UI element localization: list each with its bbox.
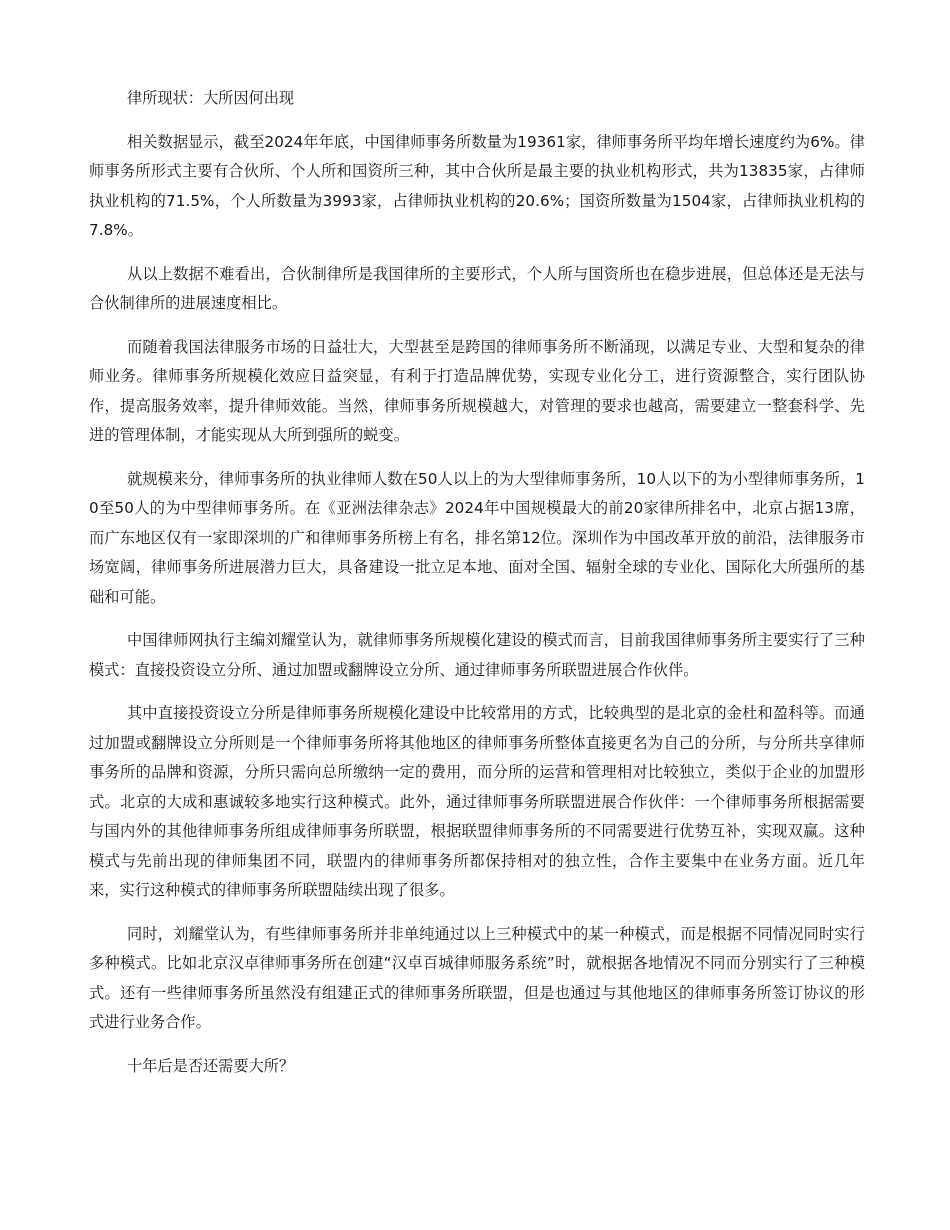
- section-heading-future: 十年后是否还需要大所？: [127, 1056, 295, 1075]
- paragraph-partnership-dominance: 从以上数据不难看出，合伙制律所是我国律所的主要形式，个人所与国资所也在稳步进展，但总体还是无法与合伙制律所的进展速度相比。: [89, 264, 865, 312]
- section-heading-current-status: 律所现状：大所因何出现: [127, 89, 295, 107]
- paragraph-statistics: 相关数据显示，截至2024年年底，中国律师事务所数量为19361家，律师事务所平均年增长速度约为6%。律师事务所形式主要有合伙所、个人所和国资所三种，其中合伙所是最主要的执业机构形式，共为13835家，占律师执业机构的71.5%，个人所数量为3993家，占律师执业机构的20.6%；国资所数量为1504家，占律师执业机构的7.8%。: [89, 132, 865, 239]
- document-page: [89, 84, 865, 1095]
- paragraph-scale-classification: 就规模来分，律师事务所的执业律师人数在50人以上的为大型律师事务所，10人以下的为小型律师事务所，10至50人的为中型律师事务所。在《亚洲法律杂志》2024年中国规模最大的前20家律所排名中，北京占据13席，而广东地区仅有一家即深圳的广和律师事务所榜上有名，排名第12位。深圳作为中国改革开放的前沿，法律服务市场宽阔，律师事务所进展潜力巨大，具备建设一批立足本地、面对全国、辐射全球的专业化、国际化大所强所的基础和可能。: [89, 469, 865, 606]
- paragraph-market-growth: 而随着我国法律服务市场的日益壮大，大型甚至是跨国的律师事务所不断涌现，以满足专业、大型和复杂的律师业务。律师事务所规模化效应日益突显，有利于打造品牌优势，实现专业化分工，进行资源整合，实行团队协作，提高服务效率，提升律师效能。当然，律师事务所规模越大，对管理的要求也越高，需要建立一整套科学、先进的管理体制，才能实现从大所到强所的蜕变。: [89, 337, 865, 444]
- paragraph-three-models: 中国律师网执行主编刘耀堂认为，就律师事务所规模化建设的模式而言，目前我国律师事务所主要实行了三种模式：直接投资设立分所、通过加盟或翻牌设立分所、通过律师事务所联盟进展合作伙伴。: [89, 631, 865, 679]
- paragraph-mixed-models: 同时，刘耀堂认为，有些律师事务所并非单纯通过以上三种模式中的某一种模式，而是根据不同情况同时实行多种模式。比如北京汉卓律师事务所在创建“汉卓百城律师服务系统”时，就根据各地情况不同而分别实行了三种模式。还有一些律师事务所虽然没有组建正式的律师事务所联盟，但是也通过与其他地区的律师事务所签订协议的形式进行业务合作。: [89, 924, 865, 1031]
- paragraph-model-details: 其中直接投资设立分所是律师事务所规模化建设中比较常用的方式，比较典型的是北京的金杜和盈科等。而通过加盟或翻牌设立分所则是一个律师事务所将其他地区的律师事务所整体直接更名为自己的分所，与分所共享律师事务所的品牌和资源，分所只需向总所缴纳一定的费用，而分所的运营和管理相对比较独立，类似于企业的加盟形式。北京的大成和惠诚较多地实行这种模式。此外，通过律师事务所联盟进展合作伙伴：一个律师事务所根据需要与国内外的其他律师事务所组成律师事务所联盟，根据联盟律师事务所的不同需要进行优势互补，实现双赢。这种模式与先前出现的律师集团不同，联盟内的律师事务所都保持相对的独立性，合作主要集中在业务方面。近几年来，实行这种模式的律师事务所联盟陆续出现了很多。: [89, 704, 865, 899]
